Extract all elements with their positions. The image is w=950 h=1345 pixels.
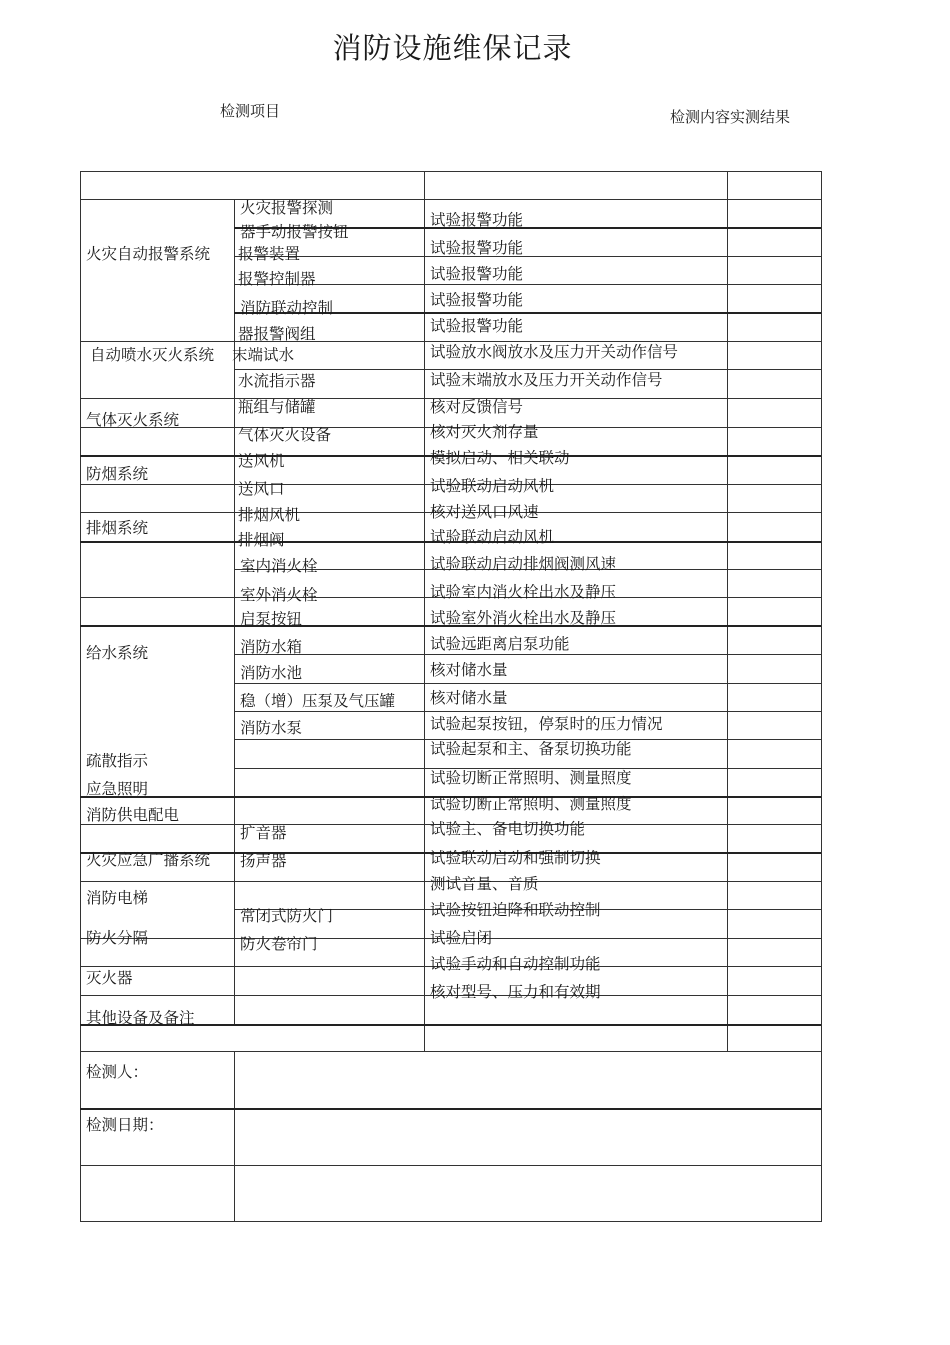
- content-label: 试验主、备电切换功能: [430, 820, 586, 838]
- grid-line-horizontal: [80, 199, 821, 200]
- content-label: 试验联动启动风机: [430, 477, 555, 495]
- component-label: 气体灭火设备: [238, 426, 332, 444]
- grid-line-horizontal: [80, 171, 822, 172]
- component-label: 报警装置: [238, 245, 301, 263]
- component-label: 器报警阀组: [238, 325, 316, 343]
- grid-line-vertical: [80, 171, 81, 1222]
- system-label: 排烟系统: [86, 519, 149, 537]
- component-label: 排烟阀: [238, 531, 285, 549]
- system-label: 给水系统: [86, 644, 149, 662]
- component-label: 送风机: [238, 452, 285, 470]
- component-label: 送风口: [238, 480, 285, 498]
- system-label: 消防供电配电: [86, 806, 180, 824]
- system-label: 防烟系统: [86, 465, 149, 483]
- content-label: 试验联动启动和强制切换: [430, 849, 601, 867]
- content-label: 试验报警功能: [430, 239, 524, 257]
- content-label: 试验室内消火栓出水及静压: [430, 583, 617, 601]
- system-label: 应急照明: [86, 780, 149, 798]
- system-label: 气体灭火系统: [86, 411, 180, 429]
- component-label: 稳（增）压泵及气压罐: [240, 692, 396, 710]
- content-label: 试验远距离启泵功能: [430, 635, 570, 653]
- grid-line-vertical: [234, 1051, 235, 1222]
- content-label: 试验报警功能: [430, 265, 524, 283]
- grid-line-horizontal: [80, 1108, 821, 1110]
- system-label: 火灾应急广播系统: [86, 851, 211, 869]
- system-label: 其他设备及备注: [86, 1009, 195, 1027]
- component-label: 扬声器: [240, 852, 287, 870]
- content-label: 核对型号、压力和有效期: [430, 983, 601, 1001]
- grid-line-horizontal: [234, 654, 821, 655]
- component-label: 排烟风机: [238, 506, 301, 524]
- component-label: 末端试水: [232, 346, 295, 364]
- content-label: 试验起泵按钮，停泵时的压力情况: [430, 715, 663, 733]
- content-label: 试验启闭: [430, 929, 493, 947]
- content-label: 试验放水阀放水及压力开关动作信号: [430, 343, 679, 361]
- content-label: 模拟启动、相关联动: [430, 449, 570, 467]
- content-label: 试验切断正常照明、测量照度: [430, 769, 632, 787]
- system-label: 疏散指示: [86, 752, 149, 770]
- content-label: 试验末端放水及压力开关动作信号: [430, 371, 663, 389]
- grid-line-vertical: [424, 171, 425, 1051]
- grid-line-horizontal: [234, 683, 821, 684]
- system-label: 火灾自动报警系统: [86, 245, 211, 263]
- grid-line-horizontal: [80, 1165, 821, 1166]
- component-label: 扩音器: [240, 824, 287, 842]
- system-label: 灭火器: [86, 969, 133, 987]
- inspector-label: 检测人：: [86, 1063, 149, 1081]
- system-label: 自动喷水灭火系统: [90, 346, 215, 364]
- grid-line-horizontal: [234, 256, 821, 257]
- grid-line-horizontal: [80, 341, 821, 342]
- system-label: 消防电梯: [86, 889, 149, 907]
- content-label: 试验起泵和主、备泵切换功能: [430, 740, 632, 758]
- content-label: 试验报警功能: [430, 291, 524, 309]
- component-label: 常闭式防火门: [240, 907, 334, 925]
- system-label: 防火分隔: [86, 929, 149, 947]
- component-label: 消防联动控制: [240, 299, 334, 317]
- component-label: 消防水泵: [240, 719, 303, 737]
- grid-line-horizontal: [234, 284, 821, 285]
- content-label: 试验联动启动排烟阀测风速: [430, 555, 617, 573]
- component-label: 室内消火栓: [240, 557, 318, 575]
- page-title: 消防设施维保记录: [332, 31, 573, 65]
- grid-line-horizontal: [80, 1051, 821, 1052]
- content-label: 核对送风口风速: [430, 503, 539, 521]
- header-content-result-label: 检测内容实测结果: [670, 108, 791, 126]
- grid-line-horizontal: [234, 369, 821, 370]
- grid-line-vertical: [821, 171, 822, 1222]
- content-label: 试验手动和自动控制功能: [430, 955, 601, 973]
- content-label: 试验按钮迫降和联动控制: [430, 901, 601, 919]
- component-label: 器手动报警按钮: [240, 223, 349, 241]
- content-label: 试验切断正常照明、测量照度: [430, 795, 632, 813]
- grid-line-vertical: [234, 199, 235, 1024]
- content-label: 核对灭火剂存量: [430, 423, 539, 441]
- content-label: 测试音量、音质: [430, 875, 539, 893]
- grid-line-horizontal: [234, 711, 821, 712]
- content-label: 核对储水量: [430, 689, 508, 707]
- date-label: 检测日期：: [86, 1116, 164, 1134]
- grid-line-horizontal: [80, 1221, 822, 1222]
- component-label: 室外消火栓: [240, 586, 318, 604]
- component-label: 火灾报警探测: [240, 199, 334, 217]
- header-item-label: 检测项目: [220, 102, 281, 120]
- component-label: 报警控制器: [238, 270, 316, 288]
- content-label: 试验报警功能: [430, 317, 524, 335]
- component-label: 防火卷帘门: [240, 935, 318, 953]
- component-label: 启泵按钮: [240, 610, 303, 628]
- content-label: 核对储水量: [430, 661, 508, 679]
- component-label: 消防水箱: [240, 638, 303, 656]
- content-label: 试验联动启动风机: [430, 528, 555, 546]
- component-label: 水流指示器: [238, 372, 316, 390]
- content-label: 核对反馈信号: [430, 398, 524, 416]
- component-label: 消防水池: [240, 664, 303, 682]
- component-label: 瓶组与储罐: [238, 398, 316, 416]
- content-label: 试验室外消火栓出水及静压: [430, 609, 617, 627]
- content-label: 试验报警功能: [430, 211, 524, 229]
- grid-line-vertical: [727, 171, 728, 1051]
